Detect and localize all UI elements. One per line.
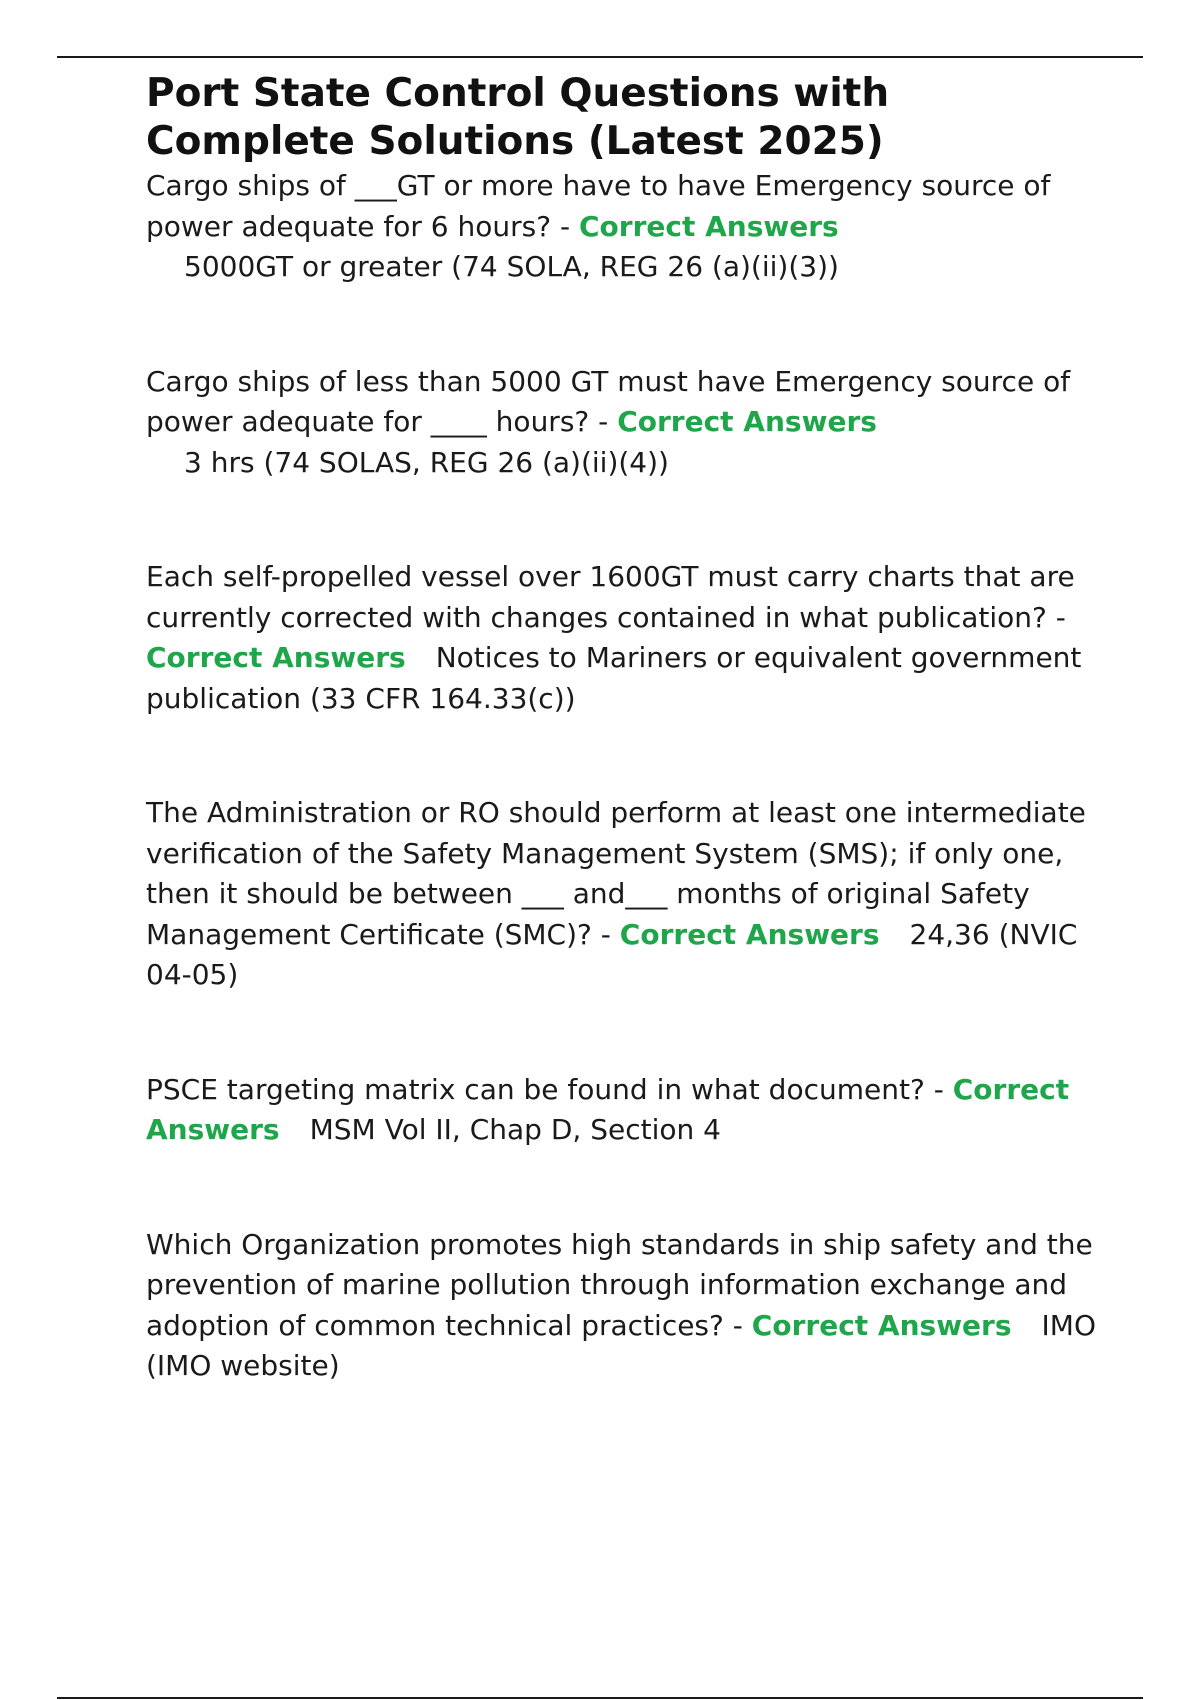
- question-text: Each self-propelled vessel over 1600GT must carry charts that are currently corrected with changes contained in what publication? -: [146, 560, 1075, 634]
- answer-text: 24,36 (NVIC 04-05): [146, 917, 1078, 991]
- correct-answers-label: Correct Answers: [617, 405, 877, 438]
- question-text: The Administration or RO should perform at least one intermediate verification of the Safety Management System (SMS); if only one, then it should be between ___ and___ months of original Safety Management Certificate (SMC)? -: [146, 796, 1086, 951]
- qa-item-3: [146, 557, 1096, 719]
- correct-answers-label: Correct Answers: [751, 1308, 1012, 1342]
- document-body: [146, 70, 1096, 1387]
- answer-text: 5000GT or greater (74 SOLA, REG 26 (a)(ii)(3)): [184, 250, 839, 283]
- qa-item-4: [146, 793, 1096, 996]
- correct-answers-label: Correct Answers: [619, 917, 880, 951]
- top-rule: [57, 56, 1143, 58]
- answer-text: 3 hrs (74 SOLAS, REG 26 (a)(ii)(4)): [184, 445, 669, 479]
- qa-item-1: [146, 166, 1096, 288]
- question-text: Which Organization promotes high standards in ship safety and the prevention of marine pollution through information exchange and adoption of common technical practices? -: [146, 1227, 1093, 1342]
- document-title: Port State Control Questions with Complete Solutions (Latest 2025): [146, 71, 890, 164]
- bottom-rule: [57, 1697, 1143, 1699]
- correct-answers-label: Correct Answers: [146, 1072, 1070, 1146]
- question-text: Cargo ships of ___GT or more have to have Emergency source of power adequate for 6 hours? -: [146, 169, 1051, 243]
- answer-text: IMO (IMO website): [146, 1308, 1096, 1382]
- qa-item-5: [146, 1070, 1096, 1151]
- correct-answers-label: Correct Answers: [579, 209, 839, 243]
- answer-text: Notices to Mariners or equivalent government publication (33 CFR 164.33(c)): [146, 641, 1082, 715]
- question-text: PSCE targeting matrix can be found in what document? -: [146, 1072, 953, 1106]
- answer-text: MSM Vol II, Chap D, Section 4: [309, 1113, 721, 1146]
- qa-item-2: [146, 362, 1096, 484]
- question-text: Cargo ships of less than 5000 GT must have Emergency source of power adequate for ____ hours? -: [146, 364, 1071, 438]
- correct-answers-label: Correct Answers: [146, 641, 406, 674]
- qa-item-6: [146, 1225, 1096, 1387]
